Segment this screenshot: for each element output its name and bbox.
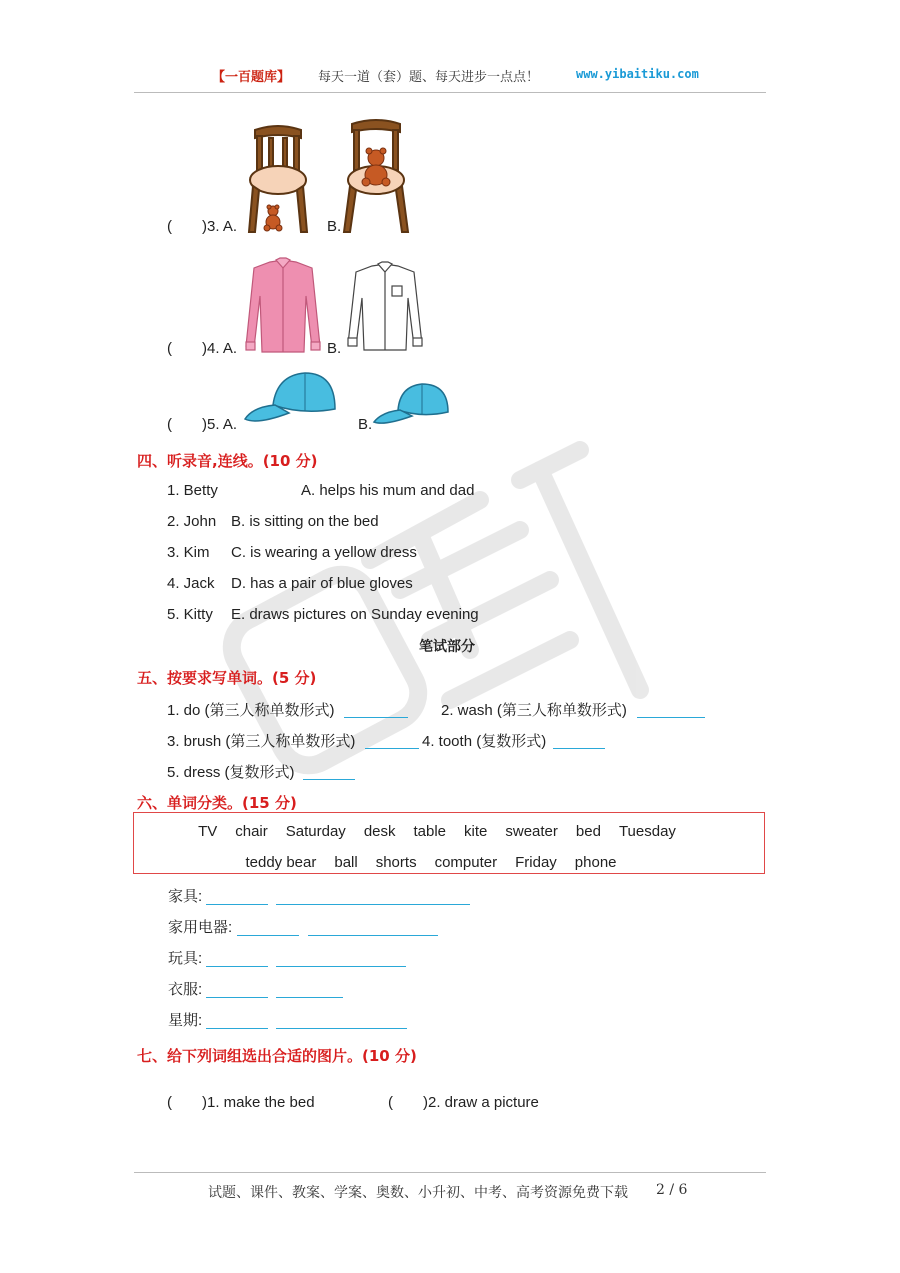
word: teddy bear (245, 854, 317, 871)
answer-line[interactable] (308, 935, 438, 936)
item5-row (167, 416, 237, 433)
header-url[interactable]: www.yibaitiku.com (576, 67, 699, 81)
category-furniture: 家具: (168, 888, 203, 905)
category-clothes: 衣服: (168, 981, 203, 998)
item4-label: )4. A. (202, 340, 238, 357)
word: computer (434, 854, 498, 871)
item5-label: )5. A. (202, 416, 238, 433)
answer-line[interactable] (276, 1028, 407, 1029)
pink-shirt-icon (240, 256, 326, 356)
match-phrase-d[interactable]: D. has a pair of blue gloves (231, 575, 413, 592)
item3-label: )3. A. (202, 218, 238, 235)
match-name-5[interactable]: 5. Kitty (167, 606, 213, 623)
answer-line[interactable] (276, 966, 406, 967)
word-item-2: 2. wash (第三人称单数形式) (441, 702, 627, 719)
match-phrase-a[interactable]: A. helps his mum and dad (301, 482, 475, 499)
small-blue-cap-icon (372, 382, 450, 428)
section6-title: 六、单词分类。(15 分) (137, 794, 297, 812)
word: shorts (375, 854, 417, 871)
word: bed (575, 823, 601, 840)
category-appliances: 家用电器: (168, 919, 233, 936)
footer-rule (134, 1172, 766, 1173)
section4-title: 四、听录音,连线。(10 分) (137, 452, 318, 470)
word: Friday (515, 854, 557, 871)
item3-option-b: B. (327, 218, 342, 235)
item3-row (167, 218, 237, 235)
answer-line[interactable] (206, 1028, 268, 1029)
chair-with-teddy-bear-under-icon (243, 124, 313, 234)
answer-line[interactable] (237, 935, 299, 936)
match-phrase-c[interactable]: C. is wearing a yellow dress (231, 544, 417, 561)
answer-line[interactable] (344, 717, 408, 718)
word-item-4: 4. tooth (复数形式) (422, 733, 547, 750)
word: phone (574, 854, 617, 871)
category-weekdays: 星期: (168, 1012, 203, 1029)
item4-option-b: B. (327, 340, 342, 357)
answer-line[interactable] (365, 748, 419, 749)
answer-line[interactable] (303, 779, 355, 780)
section5-title: 五、按要求写单词。(5 分) (137, 669, 317, 687)
match-name-3[interactable]: 3. Kim (167, 544, 210, 561)
chair-with-teddy-bear-on-seat-icon (340, 118, 412, 234)
answer-paren-open: ( (388, 1094, 393, 1111)
word-item-5: 5. dress (复数形式) (167, 764, 295, 781)
large-blue-cap-icon (243, 371, 339, 427)
phrase-item-1 (167, 1094, 315, 1111)
header-brand: 【一百题库】 (212, 70, 291, 85)
match-name-2[interactable]: 2. John (167, 513, 217, 530)
word: kite (464, 823, 488, 840)
answer-paren-open: ( (167, 1094, 172, 1111)
word: Tuesday (618, 823, 676, 840)
word-item-1: 1. do (第三人称单数形式) (167, 702, 335, 719)
phrase-label: )2. draw a picture (423, 1094, 539, 1111)
footer-text: 试题、课件、教案、学案、奥数、小升初、中考、高考资源免费下载 (208, 1185, 628, 1201)
item4-row (167, 340, 237, 357)
item5-option-b: B. (358, 416, 373, 433)
answer-line[interactable] (206, 904, 268, 905)
white-shirt-icon (344, 260, 426, 354)
word: chair (235, 823, 268, 840)
word: sweater (505, 823, 558, 840)
word: TV (198, 823, 218, 840)
answer-line[interactable] (206, 966, 268, 967)
answer-line[interactable] (206, 997, 268, 998)
section7-title: 七、给下列词组选出合适的图片。(10 分) (137, 1047, 417, 1065)
answer-paren-open: ( (167, 218, 172, 235)
answer-line[interactable] (276, 904, 470, 905)
match-name-4[interactable]: 4. Jack (167, 575, 215, 592)
word: ball (334, 854, 358, 871)
word-row-1 (134, 823, 764, 840)
word: table (413, 823, 447, 840)
word: desk (363, 823, 396, 840)
word-box (133, 812, 765, 874)
match-phrase-e[interactable]: E. draws pictures on Sunday evening (231, 606, 479, 623)
phrase-item-2 (388, 1094, 539, 1111)
answer-paren-open: ( (167, 340, 172, 357)
match-name-1[interactable]: 1. Betty (167, 482, 218, 499)
word-item-3: 3. brush (第三人称单数形式) (167, 733, 356, 750)
word-row-2 (134, 854, 764, 871)
header-slogan: 每天一道（套）题、每天进步一点点！ (318, 70, 540, 85)
category-toys: 玩具: (168, 950, 203, 967)
answer-paren-open: ( (167, 416, 172, 433)
page-number: 2 / 6 (656, 1182, 688, 1198)
answer-line[interactable] (553, 748, 605, 749)
answer-line[interactable] (276, 997, 343, 998)
written-part-title: 笔试部分 (419, 638, 475, 654)
word: Saturday (285, 823, 346, 840)
phrase-label: )1. make the bed (202, 1094, 315, 1111)
match-phrase-b[interactable]: B. is sitting on the bed (231, 513, 379, 530)
header-rule (134, 92, 766, 93)
answer-line[interactable] (637, 717, 705, 718)
